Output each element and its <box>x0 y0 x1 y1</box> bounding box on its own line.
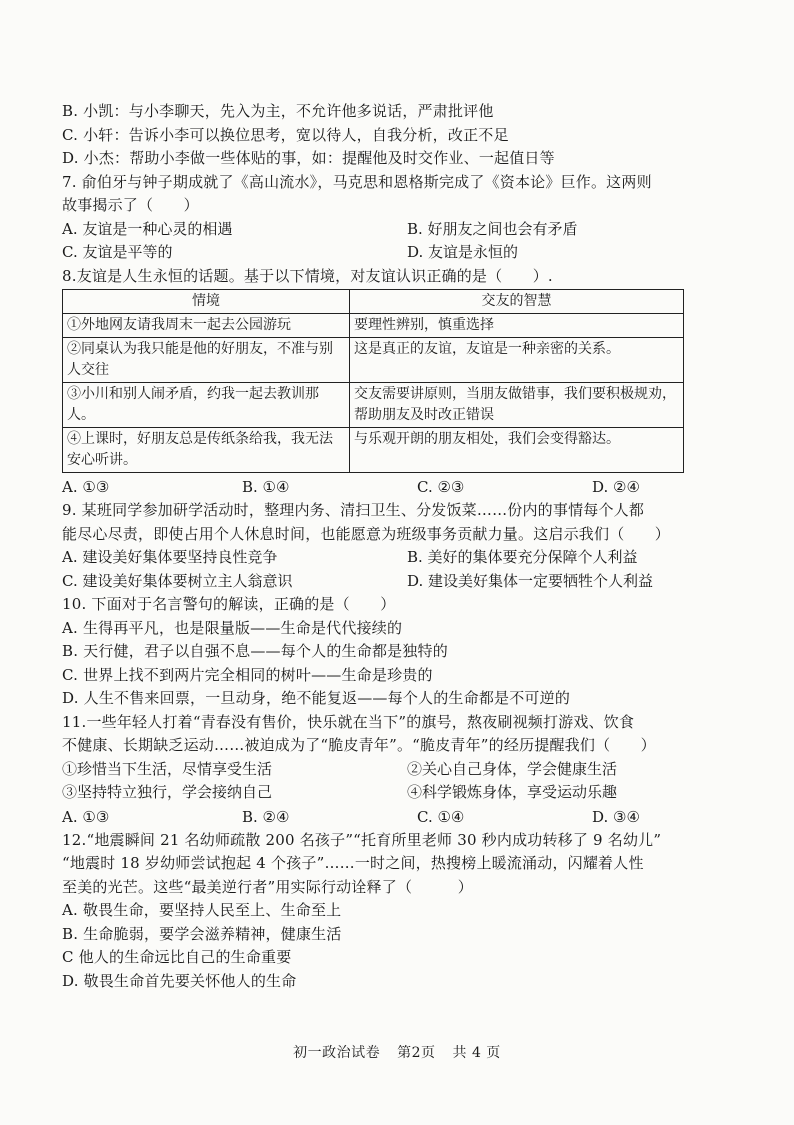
q10-option-a: A. 生得再平凡，也是限量版——生命是代代接续的 <box>62 618 403 637</box>
q7-option-a: A. 友谊是一种心灵的相遇 <box>62 219 233 238</box>
q8-option-b: B. ①④ <box>242 478 290 496</box>
q7-option-c: C. 友谊是平等的 <box>62 243 173 261</box>
q6-option-b: B. 小凯：与小李聊天，先入为主，不允许他多说话，严肃批评他 <box>62 102 494 120</box>
q11-item-4: ④科学锻炼身体，享受运动乐趣 <box>407 783 618 801</box>
q8-option-c: C. ②③ <box>417 478 465 496</box>
q11-items-row1 <box>62 758 752 782</box>
q8-header-situation: 情境 <box>63 290 350 314</box>
q12-stem-cont2: 至美的光芒。这些“最美逆行者”用实际行动诠释了（ ） <box>62 877 473 896</box>
q10-option-c: C. 世界上找不到两片完全相同的树叶——生命是珍贵的 <box>62 665 433 684</box>
q8-wisdom-3: 交友需要讲原则，当朋友做错事，我们要积极规劝，帮助朋友及时改正错误 <box>350 383 684 428</box>
q8-wisdom-1: 要理性辨别，慎重选择 <box>350 314 684 338</box>
q7-stem-cont: 故事揭示了（ ） <box>62 196 199 214</box>
q8-options <box>62 475 752 499</box>
q11-option-b: B. ②④ <box>242 807 290 826</box>
q10-option-d: D. 人生不售来回票，一旦动身，绝不能复返——每个人的生命都是不可逆的 <box>62 689 571 707</box>
q7-options-row1 <box>62 218 752 242</box>
table-row <box>63 314 684 338</box>
q8-situation-3: ③小川和别人闹矛盾，约我一起去教训那人。 <box>63 383 350 428</box>
q12-stem-cont: “地震时 18 岁幼师尝试抱起 4 个孩子”……一时之间，热搜榜上暖流涌动，闪耀着人性 <box>62 854 644 872</box>
q10-stem: 10. 下面对于名言警句的解读，正确的是（ ） <box>62 595 396 613</box>
q6-option-d: D. 小杰：帮助小李做一些体贴的事，如：提醒他及时交作业、一起值日等 <box>62 149 555 167</box>
q8-situation-2: ②同桌认为我只能是他的好朋友，不准与别人交往 <box>63 338 350 383</box>
q9-stem: 9. 某班同学参加研学活动时，整理内务、清扫卫生、分发饭菜……份内的事情每个人都 <box>62 501 645 519</box>
q8-option-a: A. ①③ <box>62 478 110 496</box>
table-row <box>63 383 684 428</box>
q12-option-a: A. 敬畏生命，要坚持人民至上、生命至上 <box>62 901 342 919</box>
q8-table <box>62 289 684 473</box>
q8-wisdom-2: 这是真正的友谊，友谊是一种亲密的关系。 <box>350 338 684 383</box>
q7-options-row2 <box>62 241 752 265</box>
q6-option-c: C. 小轩：告诉小李可以换位思考，宽以待人，自我分析，改正不足 <box>62 125 509 144</box>
footer-page-number: 第2页 <box>397 1045 436 1061</box>
footer-exam-title: 初一政治试卷 <box>293 1045 381 1061</box>
q11-stem-cont: 不健康、长期缺乏运动……被迫成为了“脆皮青年”。“脆皮青年”的经历提醒我们（ ） <box>62 736 656 754</box>
q8-option-d: D. ②④ <box>592 478 640 496</box>
q8-wisdom-4: 与乐观开朗的朋友相处，我们会变得豁达。 <box>350 428 684 473</box>
exam-page <box>62 100 752 993</box>
q8-stem: 8.友谊是人生永恒的话题。基于以下情境，对友谊认识正确的是（ ）. <box>62 266 553 285</box>
q7-option-d: D. 友谊是永恒的 <box>407 243 519 261</box>
q11-items-row2 <box>62 781 752 805</box>
q9-option-c: C. 建设美好集体要树立主人翁意识 <box>62 571 293 590</box>
q11-option-d: D. ③④ <box>592 807 640 826</box>
q12-option-d: D. 敬畏生命首先要关怀他人的生命 <box>62 971 297 990</box>
q9-options-row2 <box>62 570 752 594</box>
q12-option-b: B. 生命脆弱，要学会滋养精神，健康生活 <box>62 924 342 943</box>
q8-situation-4: ④上课时，好朋友总是传纸条给我，我无法安心听讲。 <box>63 428 350 473</box>
table-row <box>63 338 684 383</box>
q7-option-b: B. 好朋友之间也会有矛盾 <box>407 219 578 238</box>
q8-situation-1: ①外地网友请我周末一起去公园游玩 <box>63 314 350 338</box>
q10-option-b: B. 天行健，君子以自强不息——每个人的生命都是独特的 <box>62 642 448 660</box>
q9-option-b: B. 美好的集体要充分保障个人利益 <box>407 548 638 566</box>
q11-item-1: ①珍惜当下生活，尽情享受生活 <box>62 759 273 778</box>
q8-table-header <box>63 290 684 314</box>
q11-option-a: A. ①③ <box>62 807 110 826</box>
footer-total-pages: 共 4 页 <box>452 1045 501 1061</box>
q9-option-d: D. 建设美好集体一定要牺牲个人利益 <box>407 571 654 590</box>
q11-item-3: ③坚持特立独行，学会接纳自己 <box>62 783 273 801</box>
q9-stem-cont: 能尽心尽责，即使占用个人休息时间，也能愿意为班级事务贡献力量。这启示我们（ ） <box>62 524 671 543</box>
q8-header-wisdom: 交友的智慧 <box>350 290 684 314</box>
q11-options <box>62 805 752 829</box>
table-row <box>63 428 684 473</box>
q12-stem: 12.“地震瞬间 21 名幼师疏散 200 名孩子”“托育所里老师 30 秒内成功转移了 9 名幼儿” <box>62 830 662 849</box>
q9-options-row1 <box>62 546 752 570</box>
q11-option-c: C. ①④ <box>417 807 465 826</box>
q7-stem: 7. 俞伯牙与钟子期成就了《高山流水》，马克思和恩格斯完成了《资本论》巨作。这两则 <box>62 172 652 191</box>
q11-item-2: ②关心自己身体，学会健康生活 <box>407 759 618 778</box>
q9-option-a: A. 建设美好集体要坚持良性竞争 <box>62 548 278 566</box>
q12-option-c: C 他人的生命远比自己的生命重要 <box>62 948 292 966</box>
page-footer <box>0 1042 794 1062</box>
q11-stem: 11.一些年轻人打着“青春没有售价，快乐就在当下”的旗号，熬夜刷视频打游戏、饮食 <box>62 712 635 731</box>
